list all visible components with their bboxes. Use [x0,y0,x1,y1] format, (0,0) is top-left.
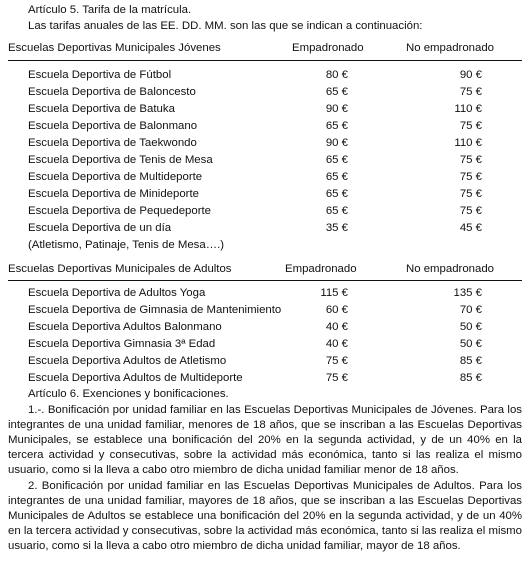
table-row [8,353,522,370]
row-empadronado: 65 € [325,171,348,183]
table-jovenes-header [8,40,522,58]
row-name: Escuela Deportiva de Minideporte [28,188,199,200]
row-name: Escuela Deportiva de Tenis de Mesa [28,154,213,166]
row-no-empadronado: 75 € [459,120,482,132]
row-name: Escuela Deportiva Adultos de Multideporte [28,372,243,384]
row-empadronado: 80 € [325,69,348,81]
paragraph-text: 2. Bonificación por unidad familiar en las Escuelas Deportivas Municipales de Adultos. Para los integrantes de una unidad familiar, mayores de 18 años, que se inscriban a las Escuelas Deportivas Municipales de Adultos se establece una bonificación del 20% en la segunda actividad, y de un 40% en la tercera actividad y consecutivas, sobre la actividad más económica, tanto si las realiza el mismo usuario, como si la lleva a cabo otro miembro de dicha unidad familiar, mayor de 18 años. [8,480,522,552]
row-empadronado: 40 € [325,321,348,333]
column-header-no-empadronado: No empadronado [406,42,495,54]
row-empadronado: 90 € [325,103,348,115]
row-empadronado: 75 € [325,355,348,367]
row-name: Escuela Deportiva de Pequedeporte [28,205,212,217]
row-empadronado: 115 € [320,287,348,299]
row-no-empadronado: 75 € [459,188,482,200]
article-5-heading: Artículo 5. Tarifa de la matrícula. [28,4,192,16]
row-name: Escuela Deportiva de Multideporte [28,171,203,183]
table-row [8,302,522,319]
table-adultos-divider [8,280,522,281]
row-name: Escuela Deportiva de Balonmano [28,120,198,132]
row-no-empadronado: 45 € [459,222,482,234]
table-row [8,84,522,101]
row-name: Escuela Deportiva de Fútbol [28,69,172,81]
row-no-empadronado: 50 € [459,321,482,333]
row-name: Escuela Deportiva de un día [28,222,172,234]
table-adultos-title: Escuelas Deportivas Municipales de Adultos [8,263,232,275]
row-name: Escuela Deportiva de Batuka [28,103,175,115]
row-name: Escuela Deportiva Adultos Balonmano [28,321,222,333]
row-no-empadronado: 110 € [454,103,482,115]
table-row [8,220,522,237]
row-no-empadronado: 85 € [459,372,482,384]
table-row [8,118,522,135]
row-name: Escuela Deportiva de Baloncesto [28,86,196,98]
row-name: Escuela Deportiva de Gimnasia de Mantenimiento [28,304,282,316]
article-6-paragraph-1 [8,403,522,478]
row-empadronado: 90 € [325,137,348,149]
table-row [8,67,522,84]
row-empadronado: 35 € [325,222,348,234]
article-6-heading: Artículo 6. Exenciones y bonificaciones. [28,388,229,400]
row-name: Escuela Deportiva Adultos de Atletismo [28,355,227,367]
row-empadronado: 60 € [325,304,348,316]
row-no-empadronado: 75 € [459,205,482,217]
table-row [8,135,522,152]
table-jovenes-title: Escuelas Deportivas Municipales Jóvenes [8,42,221,54]
row-empadronado: 40 € [325,338,348,350]
column-header-empadronado: Empadronado [292,42,364,54]
row-no-empadronado: 110 € [454,137,482,149]
row-empadronado: 65 € [325,154,348,166]
table-row [8,186,522,203]
table-row-note [8,237,522,254]
column-header-empadronado: Empadronado [285,263,357,275]
row-empadronado: 65 € [325,86,348,98]
table-row [8,152,522,169]
table-jovenes-divider [8,60,522,61]
row-name: Escuela Deportiva de Taekwondo [28,137,197,149]
article-5-intro: Las tarifas anuales de las EE. DD. MM. son las que se indican a continuación: [28,20,423,32]
row-no-empadronado: 135 € [453,287,482,299]
row-no-empadronado: 50 € [459,338,482,350]
table-row [8,169,522,186]
row-no-empadronado: 75 € [459,154,482,166]
table-row [8,203,522,220]
row-no-empadronado: 90 € [459,69,482,81]
row-name: Escuela Deportiva Gimnasia 3ª Edad [28,338,216,350]
column-header-no-empadronado: No empadronado [406,263,495,275]
row-empadronado: 75 € [325,372,348,384]
row-no-empadronado: 85 € [459,355,482,367]
row-empadronado: 65 € [325,205,348,217]
row-note: (Atletismo, Patinaje, Tenis de Mesa….) [28,239,225,251]
row-no-empadronado: 75 € [459,171,482,183]
row-name: Escuela Deportiva de Adultos Yoga [28,287,206,299]
row-empadronado: 65 € [325,120,348,132]
row-no-empadronado: 75 € [459,86,482,98]
table-row [8,101,522,118]
paragraph-text: 1.-. Bonificación por unidad familiar en las Escuelas Deportivas Municipales de Jóvenes. Para los integrantes de una unidad familiar, menores de 18 años, que se inscriban a las Escuelas Deportivas Municipales, se establece una bonificación del 20% en la segunda actividad, y de un 40% en la tercera actividad y consecutivas, sobre la actividad más económica, tanto si las realiza el mismo usuario, como si la lleva a cabo otro miembro de dicha unidad familiar menor de 18 años. [8,404,522,476]
table-adultos-header [8,261,522,279]
table-row [8,370,522,387]
row-no-empadronado: 70 € [459,304,482,316]
table-row [8,285,522,302]
article-6-paragraph-2 [8,479,522,554]
table-row [8,336,522,353]
table-row [8,319,522,336]
row-empadronado: 65 € [325,188,348,200]
